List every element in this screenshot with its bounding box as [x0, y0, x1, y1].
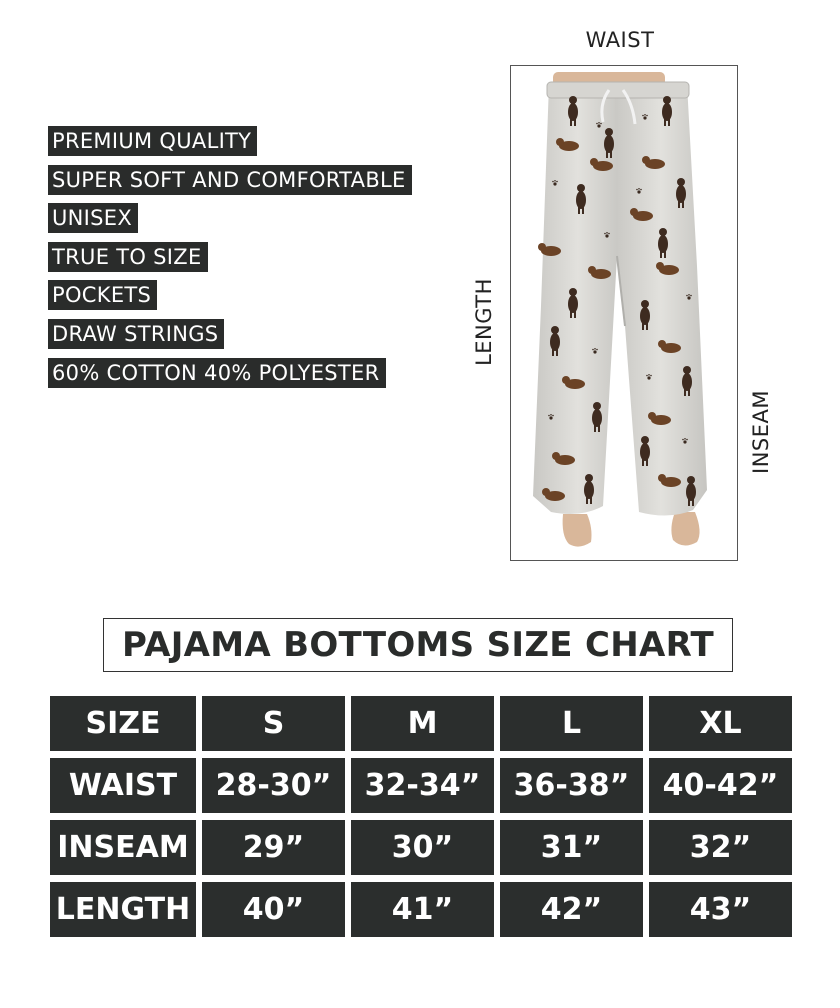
length-label: LENGTH — [472, 278, 496, 366]
feature-true-to-size: TRUE TO SIZE — [48, 242, 208, 272]
table-row — [50, 820, 792, 875]
table-cell: 43” — [649, 882, 792, 937]
table-cell: 28-30” — [202, 758, 345, 813]
table-cell: 36-38” — [500, 758, 643, 813]
feature-draw-strings: DRAW STRINGS — [48, 319, 224, 349]
size-table — [50, 696, 792, 944]
row-label-waist: WAIST — [50, 758, 196, 813]
table-cell: 30” — [351, 820, 494, 875]
table-cell: 32” — [649, 820, 792, 875]
row-label-inseam: INSEAM — [50, 820, 196, 875]
feature-pockets: POCKETS — [48, 280, 157, 310]
feature-material: 60% COTTON 40% POLYESTER — [48, 358, 386, 388]
table-row — [50, 758, 792, 813]
table-cell: 41” — [351, 882, 494, 937]
table-header-row — [50, 696, 792, 751]
header-cell-s: S — [202, 696, 345, 751]
row-label-length: LENGTH — [50, 882, 196, 937]
table-cell: 29” — [202, 820, 345, 875]
header-cell-m: M — [351, 696, 494, 751]
feature-super-soft: SUPER SOFT AND COMFORTABLE — [48, 165, 412, 195]
table-row — [50, 882, 792, 937]
feature-unisex: UNISEX — [48, 203, 138, 233]
feature-premium-quality: PREMIUM QUALITY — [48, 126, 257, 156]
inseam-label: INSEAM — [749, 390, 773, 474]
header-cell-l: L — [500, 696, 643, 751]
waist-label: WAIST — [585, 28, 655, 52]
pajama-pants-illustration — [511, 66, 737, 560]
table-cell: 42” — [500, 882, 643, 937]
header-cell-size: SIZE — [50, 696, 196, 751]
size-chart-title: PAJAMA BOTTOMS SIZE CHART — [103, 618, 733, 672]
table-cell: 40-42” — [649, 758, 792, 813]
feature-list — [48, 126, 412, 396]
table-cell: 32-34” — [351, 758, 494, 813]
table-cell: 31” — [500, 820, 643, 875]
table-cell: 40” — [202, 882, 345, 937]
header-cell-xl: XL — [649, 696, 792, 751]
product-image — [510, 65, 738, 561]
